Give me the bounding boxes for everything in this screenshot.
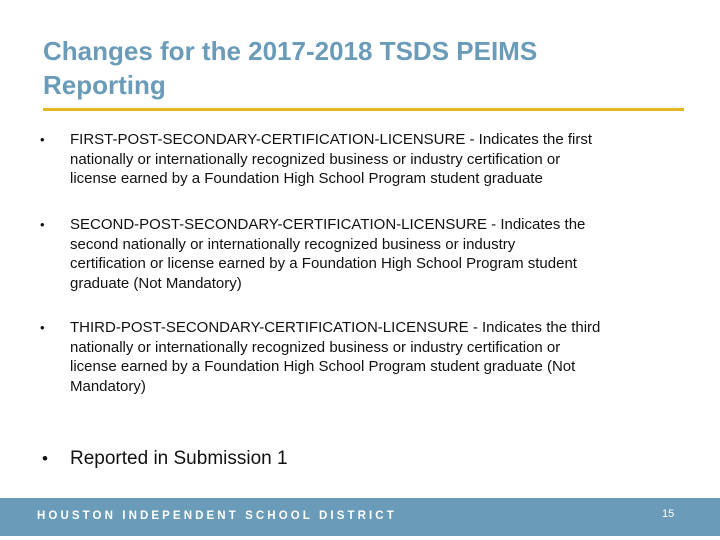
- bullet-second-certification: [40, 215, 680, 293]
- slide-title-line-1: Changes for the 2017-2018 TSDS PEIMS: [43, 36, 538, 66]
- bullet-text: [70, 215, 680, 293]
- bullet-text: [70, 318, 680, 396]
- bullet-line: graduate (Not Mandatory): [70, 274, 242, 292]
- bullet-line: THIRD-POST-SECONDARY-CERTIFICATION-LICENSURE - Indicates the third: [70, 319, 601, 336]
- bullet-line: SECOND-POST-SECONDARY-CERTIFICATION-LICENSURE - Indicates the: [70, 216, 586, 233]
- page-number: 15: [662, 508, 675, 520]
- bullet-line: license earned by a Foundation High School Program student graduate (Not: [70, 358, 576, 375]
- bullet-line: FIRST-POST-SECONDARY-CERTIFICATION-LICENSURE - Indicates the first: [70, 131, 593, 148]
- bullet-text: [70, 130, 680, 189]
- footer-organization: HOUSTON INDEPENDENT SCHOOL DISTRICT: [37, 510, 397, 522]
- bullet-line: certification or license earned by a Foundation High School Program student: [70, 255, 577, 272]
- bullet-marker: •: [40, 320, 45, 335]
- bullet-line: license earned by a Foundation High School Program student graduate: [70, 170, 543, 187]
- slide-title: [43, 34, 683, 102]
- bullet-marker: •: [40, 132, 45, 147]
- bullet-line: nationally or internationally recognized business or industry certification or: [70, 338, 561, 356]
- slide-title-line-2: Reporting: [43, 70, 166, 100]
- bullet-marker: •: [40, 217, 45, 232]
- bullet-line: nationally or internationally recognized business or industry certification or: [70, 150, 561, 168]
- bullet-marker: •: [42, 449, 48, 468]
- bullet-reported-submission: [40, 448, 680, 470]
- bullet-line: second nationally or internationally recognized business or industry: [70, 235, 516, 253]
- bullet-line: Reported in Submission 1: [70, 448, 288, 469]
- bullet-first-certification: [40, 130, 680, 189]
- bullet-line: Mandatory): [70, 377, 146, 395]
- bullet-text: [70, 448, 680, 470]
- footer-bar: [0, 498, 720, 536]
- title-divider: [43, 108, 684, 111]
- bullet-third-certification: [40, 318, 680, 396]
